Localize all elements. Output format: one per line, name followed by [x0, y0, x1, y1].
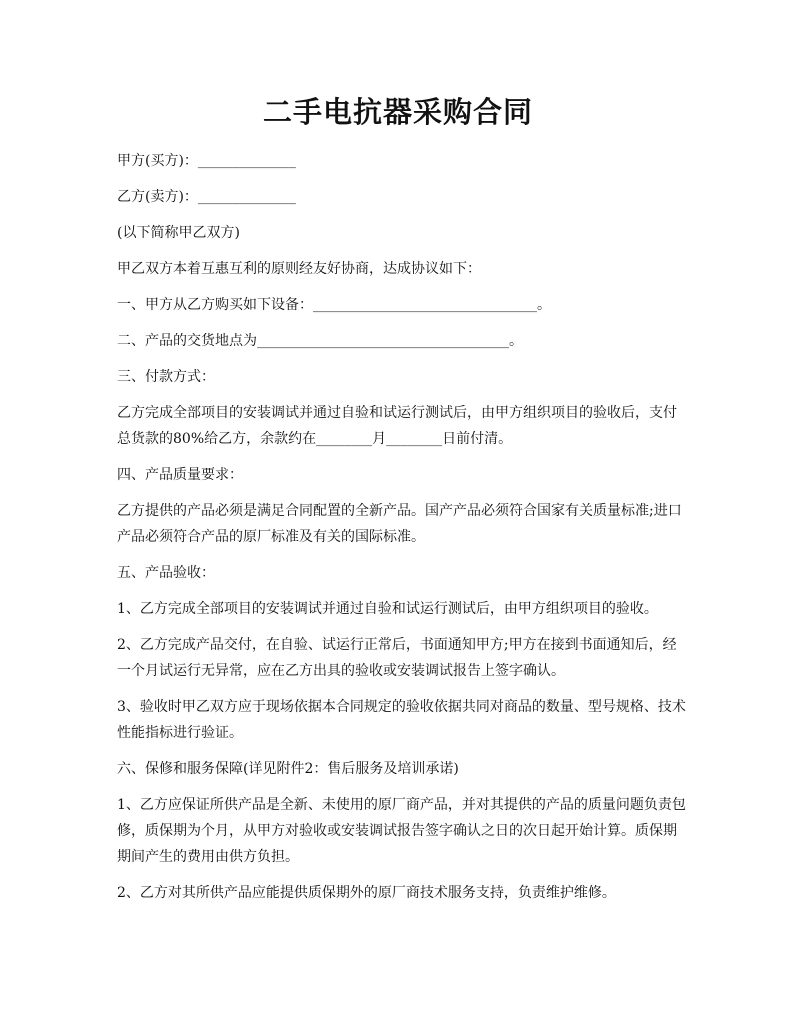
clause-5-item-3: 3、验收时甲乙双方应于现场依据本合同规定的验收依据共同对商品的数量、型号规格、技术性能指标进行验证。	[117, 699, 686, 741]
clause-3-heading: 三、付款方式：	[117, 369, 215, 385]
clause-5-item-2: 2、乙方完成产品交付，在自验、试运行正常后，书面通知甲方;甲方在接到书面通知后，经一个月试运行无异常，应在乙方出具的验收或安装调试报告上签字确认。	[117, 637, 677, 679]
party-b-line: 乙方(卖方)：______________	[117, 189, 296, 205]
clause-5-heading: 五、产品验收：	[117, 565, 215, 581]
document-body	[117, 148, 687, 916]
clause-2-delivery-location: 二、产品的交货地点为____________________________________。	[117, 333, 523, 349]
clause-4-quality-text: 乙方提供的产品必须是满足合同配置的全新产品。国产产品必须符合国家有关质量标准;进口产品必须符合产品的原厂标准及有关的国际标准。	[117, 503, 682, 545]
party-a-line: 甲方(买方)：______________	[117, 153, 296, 169]
document-title: 二手电抗器采购合同	[262, 95, 533, 129]
clause-6-heading: 六、保修和服务保障(详见附件2：售后服务及培训承诺)	[117, 761, 459, 777]
clause-6-item-2: 2、乙方对其所供产品应能提供质保期外的原厂商技术服务支持，负责维护维修。	[117, 885, 616, 901]
agreement-intro: 甲乙双方本着互惠互利的原则经友好协商，达成协议如下：	[117, 261, 481, 277]
clause-5-item-1: 1、乙方完成全部项目的安装调试并通过自验和试运行测试后，由甲方组织项目的验收。	[117, 601, 658, 617]
clause-1-equipment: 一、甲方从乙方购买如下设备：________________________________。	[117, 297, 551, 313]
clause-3-payment-text: 乙方完成全部项目的安装调试并通过自验和试运行测试后，由甲方组织项目的验收后，支付总货款的80%给乙方，余款约在________月________日前付清。	[117, 405, 677, 447]
parties-abbreviation: (以下简称甲乙双方)	[117, 225, 240, 241]
clause-4-heading: 四、产品质量要求：	[117, 467, 243, 483]
clause-6-item-1: 1、乙方应保证所供产品是全新、未使用的原厂商产品，并对其提供的产品的质量问题负责包修，质保期为个月，从甲方对验收或安装调试报告签字确认之日的次日起开始计算。质保期期间产生的费用由供方负担。	[117, 797, 686, 865]
